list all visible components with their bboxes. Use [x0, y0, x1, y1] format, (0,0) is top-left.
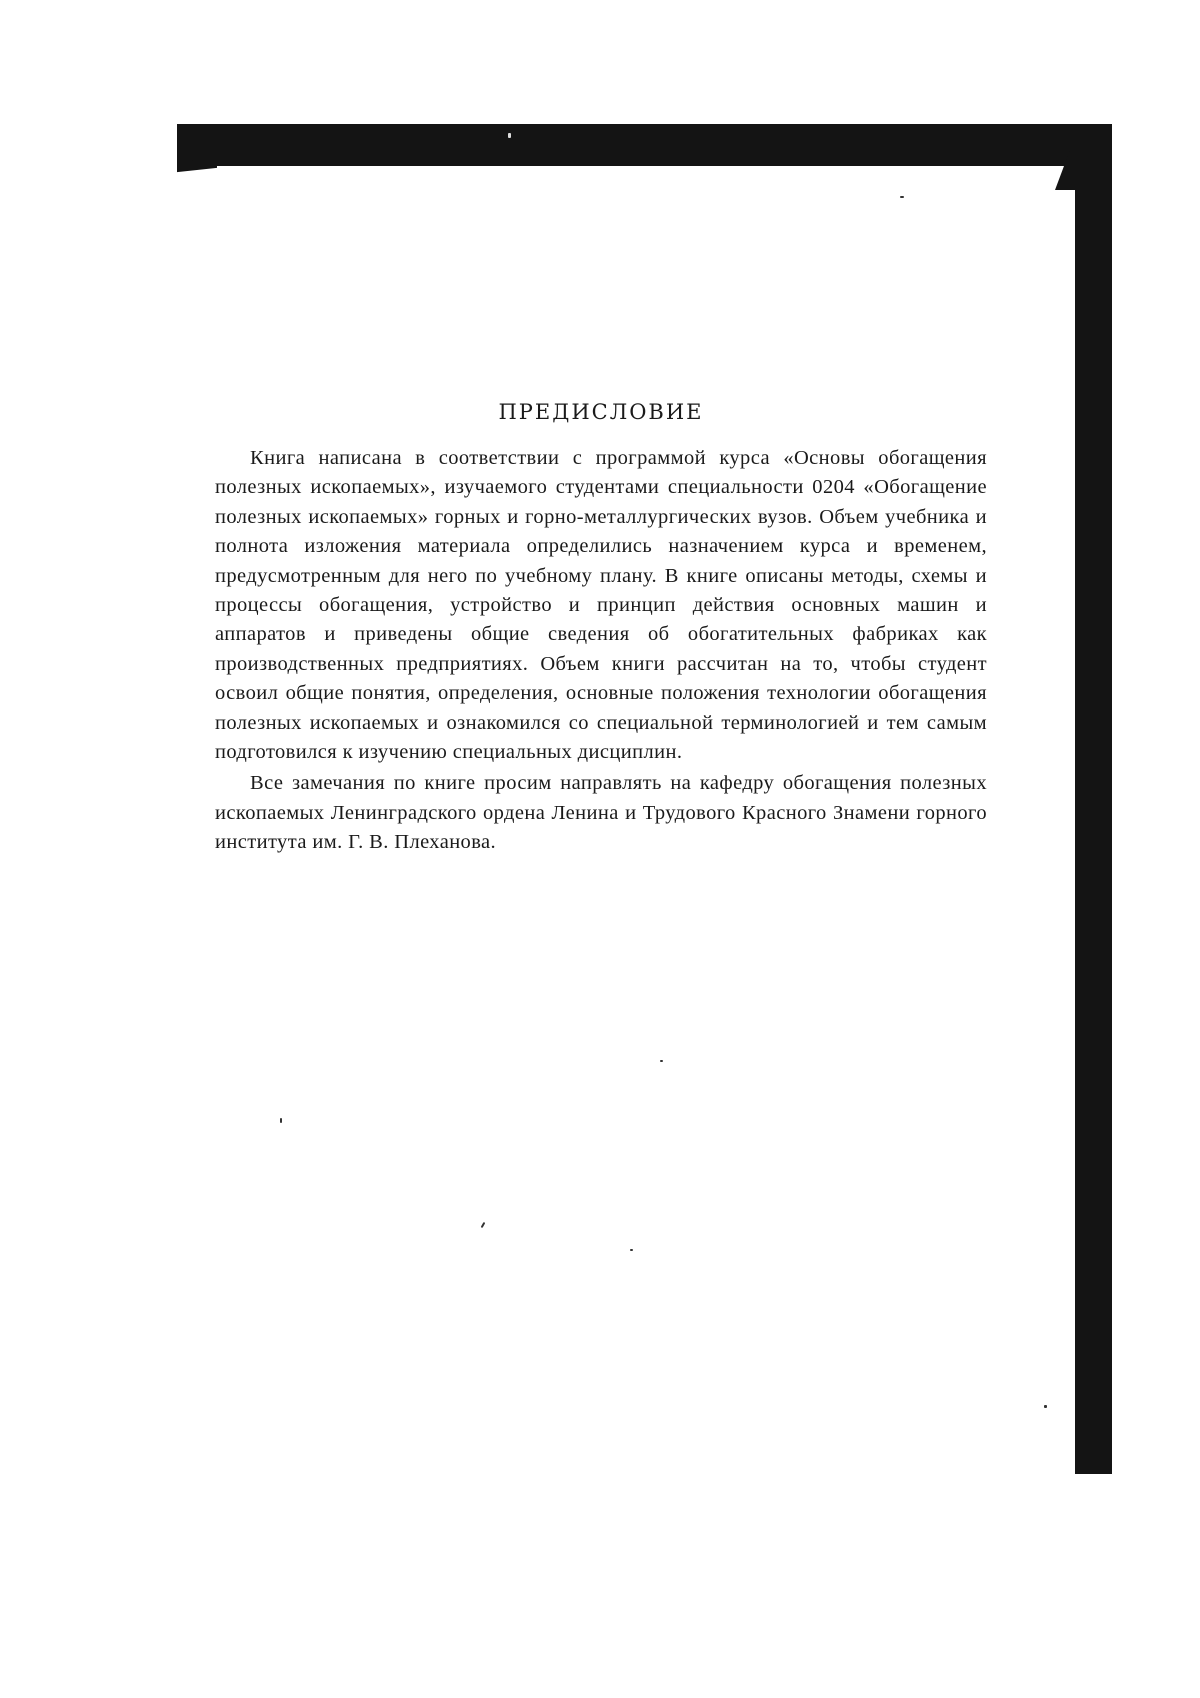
scan-speck [481, 1222, 486, 1228]
scan-speck [1044, 1405, 1047, 1408]
scan-speck [508, 133, 511, 138]
preface-paragraph-2: Все замечания по книге просим направлять на кафедру обогащения полезных ископаемых Ленинградского ордена Ленина и Трудового Красного Знамени горного института им. Г. В. Плеханова. [215, 772, 987, 854]
scan-speck [660, 1060, 663, 1062]
scan-border-right [1075, 124, 1112, 1474]
preface-page [215, 400, 987, 858]
scan-speck [630, 1249, 633, 1251]
scan-border-top [177, 124, 1112, 166]
preface-paragraph-1: Книга написана в соответствии с программой курса «Основы обогащения полезных ископаемых», изучаемого студентами специальности 0204 «Обогащение полезных ископаемых» горных и горно-металлургических вузов. Объем учебника и полнота изложения материала определились назначением курса и временем, предусмотренным для него по учебному плану. В книге описаны методы, схемы и процессы обогащения, устройство и принцип действия основных машин и аппаратов и приведены общие сведения об обогатительных фабриках как производственных предприятиях. Объем книги рассчитан на то, чтобы студент освоил общие понятия, определения, основные положения технологии обогащения полезных ископаемых и ознакомился со специальной терминологией и тем самым подготовился к изучению специальных дисциплин. [215, 447, 987, 764]
page-title: ПРЕДИСЛОВИЕ [498, 400, 704, 424]
scan-speck [900, 196, 904, 198]
scan-speck [280, 1118, 282, 1123]
